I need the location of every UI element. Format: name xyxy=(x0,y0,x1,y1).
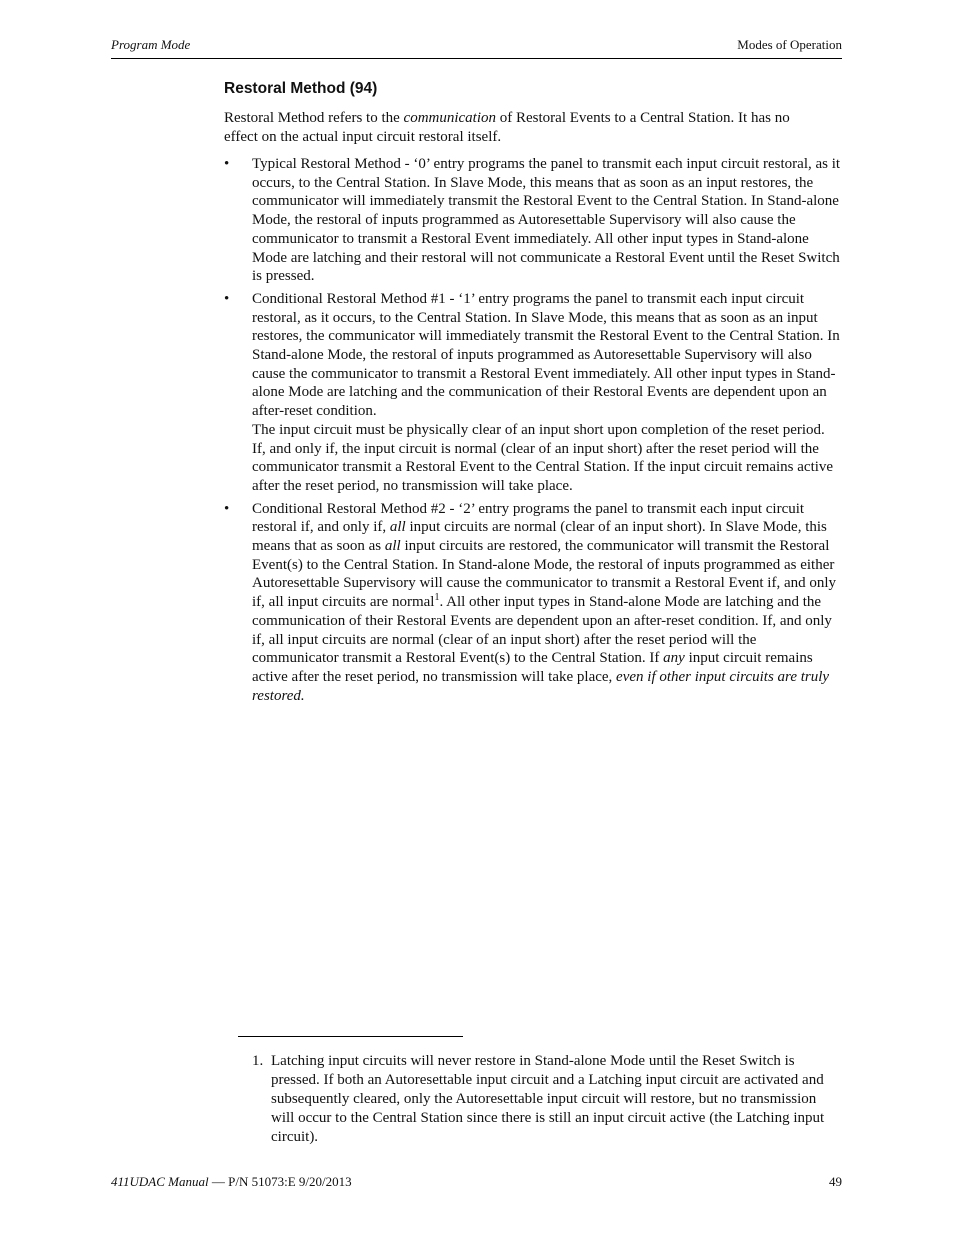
footnote-number: 1. xyxy=(252,1053,264,1069)
emphasis: all xyxy=(384,538,401,555)
list-item-text: input circuits are normal (clear of an input short). In Slave Mode, this means that as soon as xyxy=(252,519,827,555)
bullet-icon: • xyxy=(224,500,230,517)
footnote xyxy=(252,1052,842,1147)
page-number: 49 xyxy=(829,1174,842,1189)
emphasis: all xyxy=(389,519,406,536)
footnote-text: Latching input circuits will never restore in Stand-alone Mode until the Reset Switch is pressed. If both an Autoresettable input circuit and a Latching input circuit are activated and subsequently cleared, only the Autoresettable input circuit will restore, but no transmission will occur to the Central Station since there is still an input circuit active (the Latching input circuit). xyxy=(271,1053,825,1145)
part-number: — P/N 51073:E 9/20/2013 xyxy=(208,1174,352,1189)
section-title: Restoral Method (94) xyxy=(224,80,378,97)
intro-text-1: Restoral Method refers to the xyxy=(224,110,404,126)
list-item-typical xyxy=(224,155,842,286)
running-footer-left xyxy=(111,1174,352,1190)
intro-paragraph xyxy=(224,109,824,147)
running-header-right: Modes of Operation xyxy=(737,37,842,52)
list-item-text: input circuit remains active after the reset period, no transmission will take place, xyxy=(252,650,813,685)
intro-text-2: of Restoral Events to a Central Station. It has no effect on the actual input circuit restoral itself. xyxy=(224,110,790,145)
list-item-text: input circuits are restored, the communicator will transmit the Restoral Event(s) to the Central Station. In Stand-alone Mode, the restoral of inputs programmed as either Autoresettable Supervisory will cause the communicator to transmit a Restoral Event if, and only if, all input circuits are normal xyxy=(252,538,837,611)
list-item-conditional-2 xyxy=(224,500,842,706)
list-item-text: Conditional Restoral Method #1 - ‘1’ entry programs the panel to transmit each input circuit restoral, as it occurs, to the Central Station. In Slave Mode, this means that as soon as an input restores, the communicator will immediately transmit the Restoral Event to the Central Station. In Stand-alone Mode, the restoral of inputs programmed as Autoresettable Supervisory will also cause the communicator to transmit a Restoral Event immediately. All other input types in Stand-alone Mode are latching and the communication of their Restoral Events are dependent upon an after-reset condition. xyxy=(252,290,840,420)
list-item-text: Typical Restoral Method - ‘0’ entry programs the panel to transmit each input circuit restoral, as it occurs, to the Central Station. In Slave Mode, this means that as soon as an input restores, the communicator will immediately transmit the Restoral Event to the Central Station. In Stand-alone Mode, the restoral of inputs programmed as Autoresettable Supervisory will also cause the communicator to transmit a Restoral Event immediately. All other input types in Stand-alone Mode are latching and their restoral will not communicate a Restoral Event until the Reset Switch is pressed. xyxy=(252,156,841,285)
emphasis: any xyxy=(663,650,685,667)
emphasis: even if other input circuits are truly restored. xyxy=(252,668,830,704)
list-item-text: Conditional Restoral Method #2 - ‘2’ entry programs the panel to transmit each input circuit restoral if, and only if, xyxy=(252,500,805,536)
list-item-text-continued: The input circuit must be physically clear of an input short upon completion of the reset period. If, and only if, the input circuit is normal (clear of an input short) after the reset period will the communicator transmit a Restoral Event to the Central Station. If the input circuit remains active after the reset period, no transmission will take place. xyxy=(252,421,834,494)
list-item-conditional-1 xyxy=(224,290,842,496)
list-item-text: . All other input types in Stand-alone Mode are latching and the communication of their Restoral Events are dependent upon an after-reset condition. If, and only if, all input circuits are normal (clear of an input short) after the reset period will the communicator transmit a Restoral Event(s) to the Central Station. If xyxy=(252,594,832,667)
restoral-method-list xyxy=(224,155,842,709)
footnote-reference: 1 xyxy=(434,592,440,604)
bullet-icon: • xyxy=(224,156,230,172)
header-rule xyxy=(111,58,842,59)
footnote-rule xyxy=(238,1036,463,1037)
bullet-icon: • xyxy=(224,290,230,307)
running-header-left: Program Mode xyxy=(111,37,191,52)
intro-emphasis: communication xyxy=(403,110,497,126)
manual-title: 411UDAC Manual xyxy=(111,1174,209,1189)
